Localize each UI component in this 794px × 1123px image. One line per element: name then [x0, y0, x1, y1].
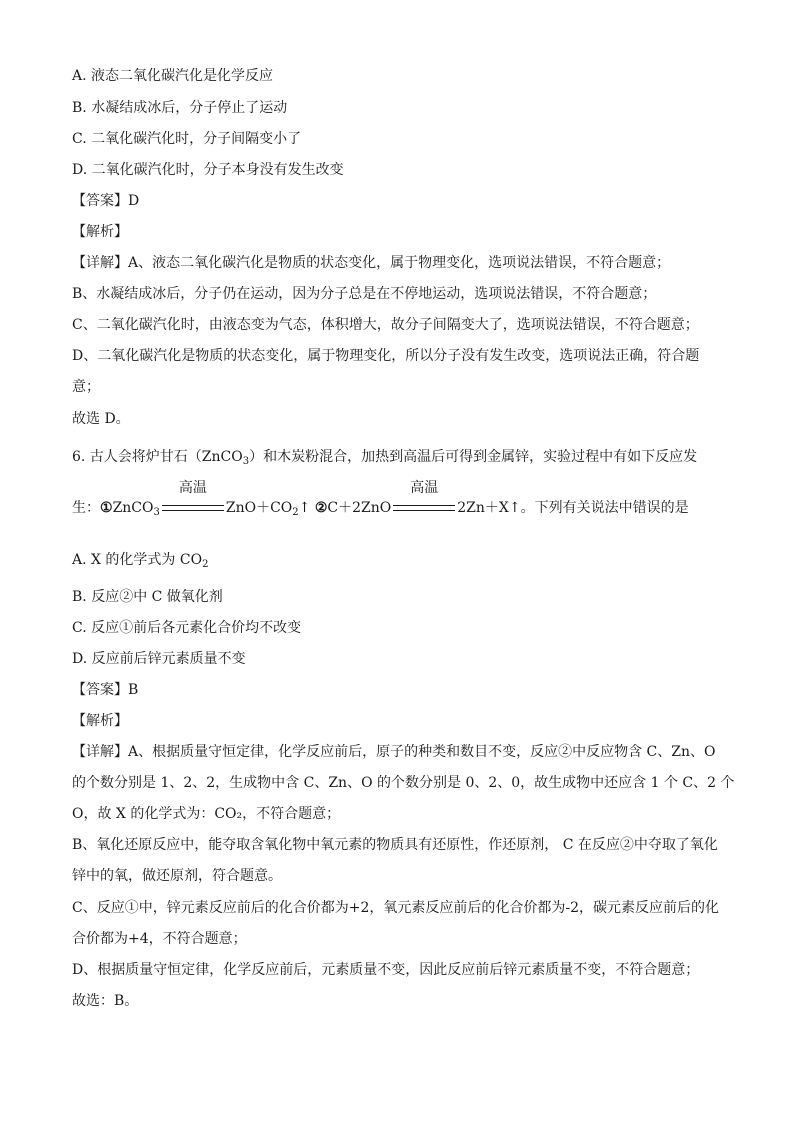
- reaction-1-number: ①: [100, 500, 113, 516]
- q6-detail-line: 锌中的氧，做还原剂，符合题意。: [72, 868, 282, 884]
- q5-detail-line: B、水凝结成冰后，分子仍在运动，因为分子总是在不停地运动，选项说法错误，不符合题意；: [72, 286, 657, 302]
- reaction-1-products-sub: 2: [292, 507, 299, 518]
- q6-stem-pre: 6. 古人会将炉甘石（ZnCO: [72, 449, 243, 465]
- q5-answer: 【答案】D: [72, 193, 140, 209]
- double-line-equals: [393, 505, 455, 511]
- q6-stem-sub: 3: [242, 456, 250, 467]
- q5-analysis-label: 【解析】: [72, 224, 128, 240]
- q5-option-d: D. 二氧化碳汽化时，分子本身没有发生改变: [72, 162, 344, 178]
- q5-option-a: A. 液态二氧化碳汽化是化学反应: [72, 68, 274, 84]
- q6-stem-line2-equations: [72, 480, 689, 523]
- q5-detail-line: 故选 D。: [72, 411, 130, 427]
- q6-option-d: D. 反应前后锌元素质量不变: [72, 651, 246, 667]
- q6-stem-tail: 。下列有关说法中错误的是: [520, 500, 689, 516]
- reaction-1-products: ZnO＋CO: [225, 500, 293, 516]
- reaction-2-reactants: C＋2ZnO: [327, 500, 392, 516]
- q5-option-b: B. 水凝结成冰后，分子停止了运动: [72, 100, 288, 116]
- q5-option-c: C. 二氧化碳汽化时，分子间隔变小了: [72, 131, 302, 147]
- reaction-2-products: 2Zn＋X: [457, 500, 509, 516]
- q6-detail-line: B、氧化还原反应中，能夺取含氧化物中氧元素的物质具有还原性，作还原剂， C 在反应②中夺取了氧化: [72, 837, 718, 853]
- q6-option-a-sub: 2: [202, 559, 209, 570]
- q5-detail-line: D、二氧化碳汽化是物质的状态变化，属于物理变化，所以分子没有发生改变，选项说法正确，符合题: [72, 348, 700, 364]
- q5-detail-line: 【详解】A、液态二氧化碳汽化是物质的状态变化，属于物理变化，选项说法错误，不符合题意；: [72, 255, 671, 271]
- reaction-2-condition: 高温: [410, 480, 439, 496]
- q6-detail-line: C、反应①中，锌元素反应前后的化合价都为+2，氧元素反应前后的化合价都为-2，碳元素反应前后的化: [72, 900, 719, 916]
- q6-option-a: [72, 550, 208, 575]
- q6-analysis-label: 【解析】: [72, 713, 128, 729]
- q6-detail-line: 的个数分别是 1、2、2，生成物中含 C、Zn、O 的个数分别是 0、2、0，故生成物中还应含 1 个 C、2 个: [72, 775, 735, 791]
- reaction-1-condition-sign: [162, 480, 224, 518]
- reaction-2-condition-sign: [393, 480, 455, 518]
- reaction-2-number: ②: [314, 500, 328, 516]
- q6-stem-lead: 生：: [72, 500, 100, 516]
- q6-detail-line: 故选：B。: [72, 993, 139, 1009]
- double-line-equals: [162, 505, 224, 511]
- q6-stem-line1: [72, 447, 697, 472]
- reaction-1-reactant-sub: 3: [153, 507, 160, 518]
- q6-detail-line: 【详解】A、根据质量守恒定律，化学反应前后，原子的种类和数目不变，反应②中反应物含 C、Zn、O: [72, 744, 716, 760]
- q6-option-c: C. 反应①前后各元素化合价均不改变: [72, 620, 302, 636]
- q6-detail-line: O，故 X 的化学式为：CO₂，不符合题意；: [72, 806, 341, 822]
- q6-answer: 【答案】B: [72, 682, 139, 698]
- gas-arrow-icon: ↑: [298, 500, 311, 516]
- q6-option-a-text: A. X 的化学式为 CO: [72, 552, 203, 568]
- reaction-1-condition: 高温: [178, 480, 207, 496]
- q5-detail-line: 意；: [72, 379, 100, 395]
- reaction-1-reactant: ZnCO: [112, 500, 154, 516]
- gas-arrow-icon: ↑: [508, 500, 521, 516]
- q6-option-b: B. 反应②中 C 做氧化剂: [72, 589, 223, 605]
- q6-detail-line: D、根据质量守恒定律，化学反应前后，元素质量不变，因此反应前后锌元素质量不变，不符合题意；: [72, 962, 700, 978]
- q6-stem-post: ）和木炭粉混合，加热到高温后可得到金属锌，实验过程中有如下反应发: [249, 449, 698, 465]
- q5-detail-line: C、二氧化碳汽化时，由液态变为气态，体积增大，故分子间隔变大了，选项说法错误，不符合题意；: [72, 317, 699, 333]
- q6-detail-line: 合价都为+4，不符合题意；: [72, 931, 247, 947]
